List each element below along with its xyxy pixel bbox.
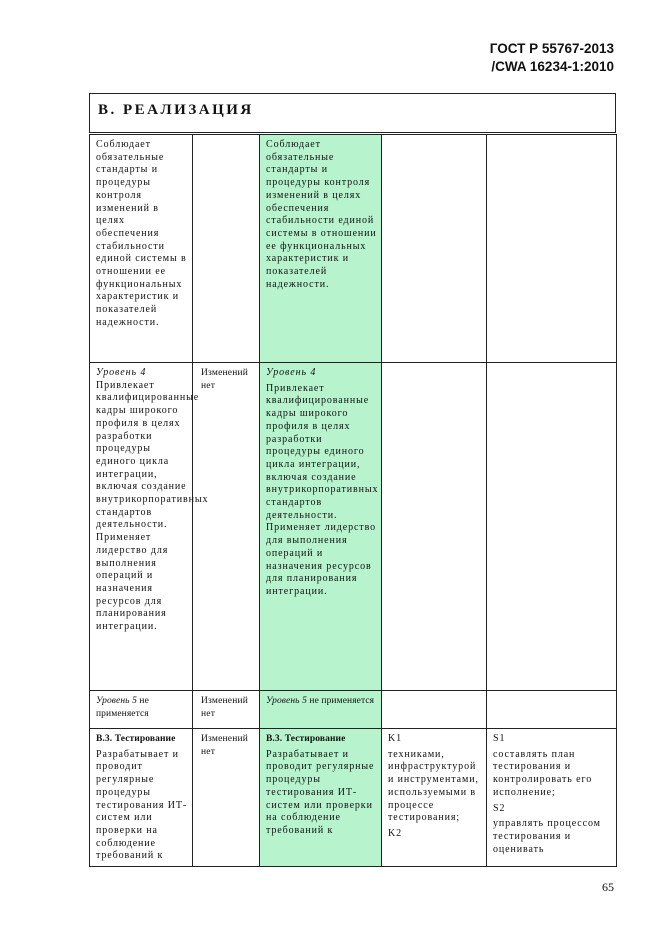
cell-knowledge: K1 техниками, инфраструктурой и инструментами, используемыми в процессе тестирования; K2 <box>382 729 487 867</box>
document-header <box>490 40 614 76</box>
cell-original: Уровень 4 Привлекает квалифицированные кадры широкого профиля в целях разработки процедуры единого цикла интеграции, включая создание внутрикорпоративных стандартов деятельности. Применяет лидерство для выполнения операций и назначения ресурсов для планирования интеграции. <box>90 363 193 691</box>
table-row <box>90 363 617 691</box>
level-label: Уровень 4 <box>96 367 147 378</box>
level-label: Уровень 4 <box>266 367 317 378</box>
cell-skills <box>487 363 617 691</box>
standard-code: ГОСТ Р 55767-2013 <box>489 41 614 56</box>
level-label: Уровень 5 <box>266 696 307 706</box>
cell-knowledge <box>382 135 487 363</box>
cell-original: B.3. Тестирование Разрабатывает и проводит регулярные процедуры тестирования ИТ-систем или проверки на соблюдение требований к <box>90 729 193 867</box>
cell-adapted: Уровень 4 Привлекает квалифицированные кадры широкого профиля в целях разработки процедуры единого цикла интеграции, включая создание внутрикорпоративных стандартов деятельности. Применяет лидерство для выполнения операций и назначения ресурсов для планирования интеграции. <box>260 363 382 691</box>
cell-skills: S1 составлять план тестирования и контролировать его исполнение; S2 управлять процессом тестирования и оценивать <box>487 729 617 867</box>
cell-knowledge <box>382 691 487 729</box>
skill-code: S2 <box>493 802 506 814</box>
cell-adapted: B.3. Тестирование Разрабатывает и проводит регулярные процедуры тестирования ИТ-систем или проверки на соблюдение требований к <box>260 729 382 867</box>
cell-adapted: Соблюдает обязательные стандарты и процедуры контроля изменений в целях обеспечения стабильности единой системы в отношении ее функциональных характеристик и показателей надежности. <box>260 135 382 363</box>
cell-changes: Изменений нет <box>193 363 260 691</box>
competence-table <box>89 134 617 867</box>
standard-code-cwa: /CWA 16234-1:2010 <box>491 59 614 74</box>
knowledge-code: K2 <box>388 827 403 839</box>
section-title: B. РЕАЛИЗАЦИЯ <box>98 102 254 118</box>
cell-original: Соблюдает обязательные стандарты и процедуры контроля изменений в целях обеспечения стабильности единой системы в отношении ее функциональных характеристик и показателей надежности. <box>90 135 193 363</box>
cell-changes: Изменений нет <box>193 729 260 867</box>
page-number: 65 <box>602 880 614 894</box>
table-row <box>90 729 617 867</box>
section-header <box>89 93 616 133</box>
cell-skills <box>487 691 617 729</box>
cell-changes: Изменений нет <box>193 691 260 729</box>
skill-code: S1 <box>493 733 506 744</box>
knowledge-code: K1 <box>388 733 403 744</box>
subsection-title: B.3. Тестирование <box>96 734 176 744</box>
cell-knowledge <box>382 363 487 691</box>
cell-original: Уровень 5 не применяется <box>90 691 193 729</box>
subsection-title: B.3. Тестирование <box>266 734 346 744</box>
cell-changes <box>193 135 260 363</box>
level-label: Уровень 5 <box>96 696 137 706</box>
table-row <box>90 691 617 729</box>
cell-skills <box>487 135 617 363</box>
table-row <box>90 135 617 363</box>
cell-adapted: Уровень 5 не применяется <box>260 691 382 729</box>
